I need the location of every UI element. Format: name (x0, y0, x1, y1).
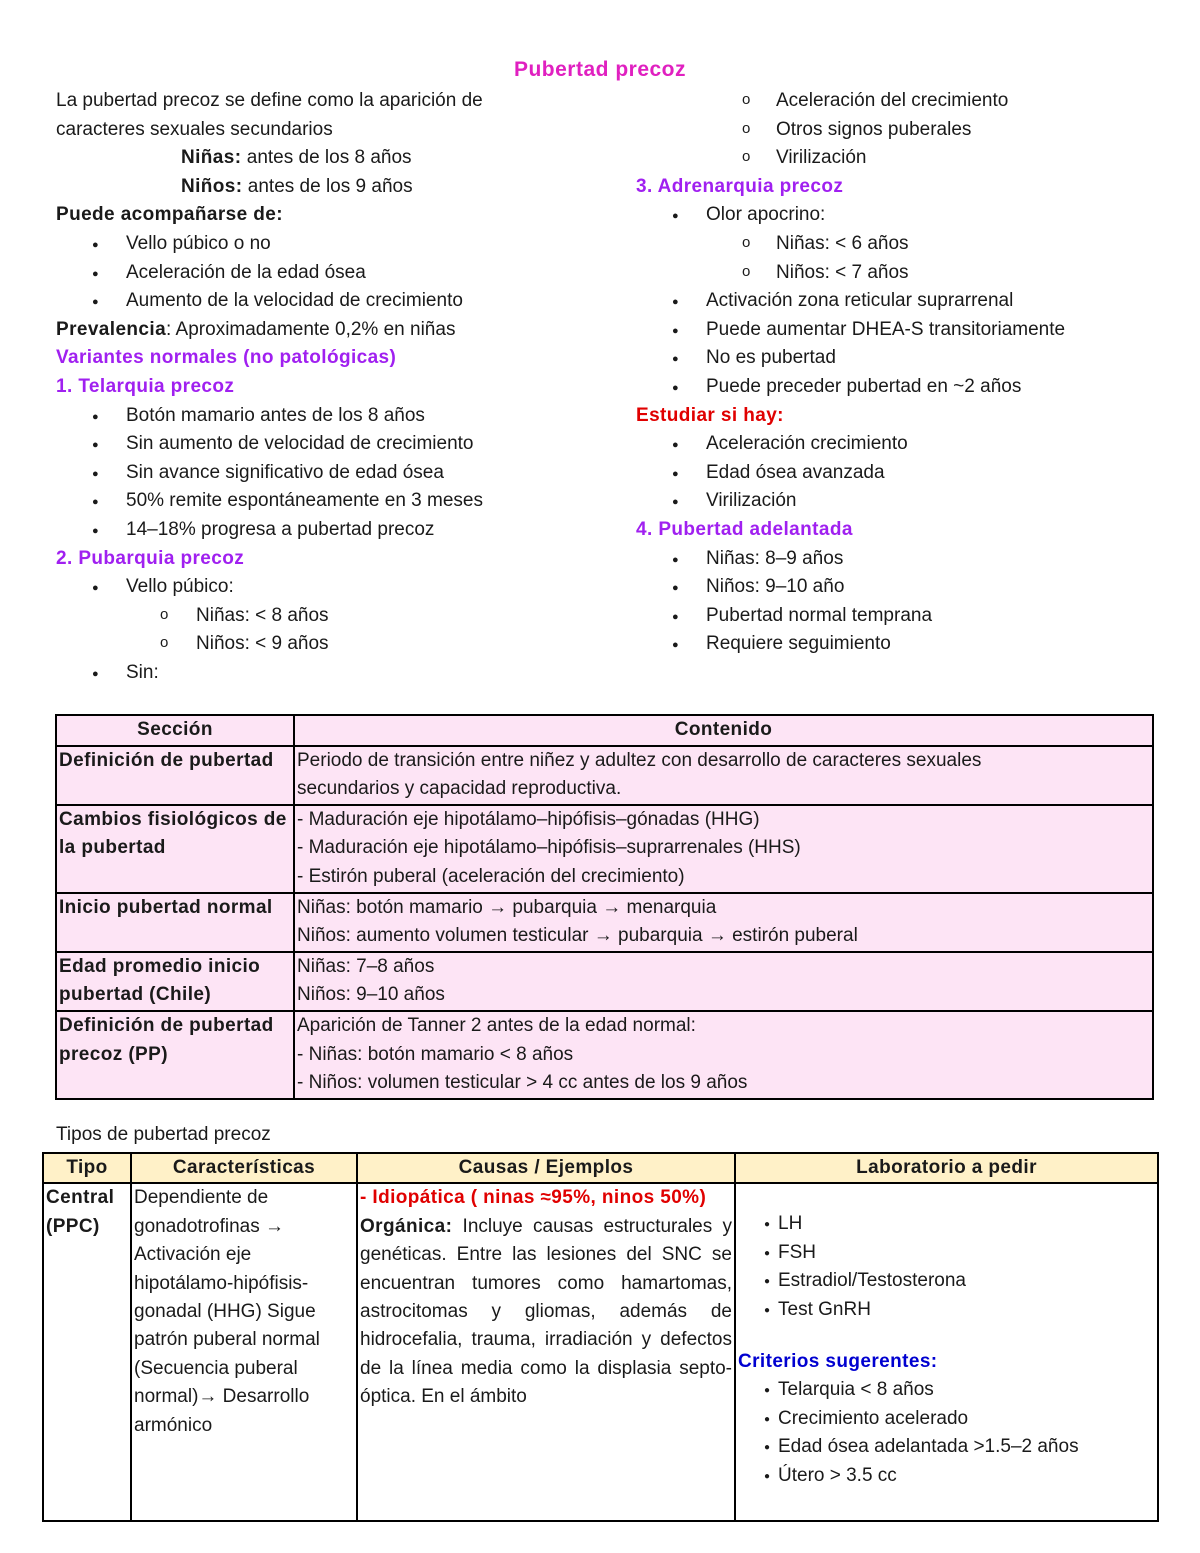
section-cell: Inicio pubertad normal (56, 893, 294, 952)
early-puberty-heading: 4. Pubertad adelantada (636, 518, 853, 540)
list-item: ● Requiere seguimiento (636, 630, 1176, 659)
list-item: ● Sin aumento de velocidad de crecimiento (56, 430, 616, 459)
criteria-item-label: Edad ósea adelantada >1.5–2 años (778, 1436, 1079, 1458)
page-title: Pubertad precoz (513, 58, 687, 81)
list-item: ● Sin avance significativo de edad ósea (56, 459, 616, 488)
right-column (636, 87, 1176, 659)
definition-line-2: caracteres sexuales secundarios (56, 118, 333, 140)
content-line: secundarios y capacidad reproductiva. (297, 778, 622, 800)
sub-list-item: o Niñas: < 8 años (56, 602, 616, 631)
prevalence-line (56, 316, 616, 345)
list-item: ● Edad ósea avanzada (636, 459, 1176, 488)
boys-age-line (56, 173, 616, 202)
content-cell (294, 952, 1153, 1011)
lab-item-label: FSH (778, 1241, 816, 1263)
list-item: ● Vello púbico: (56, 573, 616, 602)
content-line: - Maduración eje hipotálamo–hipófisis–suprarrenales (HHS) (297, 837, 801, 859)
content-line: - Niños: volumen testicular > 4 cc antes de los 9 años (297, 1072, 748, 1094)
table-row (56, 746, 1153, 805)
content-line: - Maduración eje hipotálamo–hipófisis–gónadas (HHG) (297, 808, 760, 830)
pubarche-heading: 2. Pubarquia precoz (56, 547, 245, 569)
girls-label: Niñas: (181, 147, 242, 169)
sub-list-item: o Niñas: < 6 años (636, 230, 1176, 259)
section-cell: Edad promedio inicio pubertad (Chile) (56, 952, 294, 1011)
column-header: Contenido (294, 715, 1153, 746)
type-cell: Central (PPC) (43, 1183, 131, 1521)
causes-cell (357, 1183, 735, 1521)
girls-age-line (56, 144, 616, 173)
list-item: ● Puede preceder pubertad en ~2 años (636, 373, 1176, 402)
list-item: ● Pubertad normal temprana (636, 602, 1176, 631)
content-line: - Estirón puberal (aceleración del crecimiento) (297, 865, 685, 887)
table-row (56, 805, 1153, 893)
accompany-heading: Puede acompañarse de: (56, 204, 283, 226)
list-item: ● 50% remite espontáneamente en 3 meses (56, 487, 616, 516)
lab-item-label: LH (778, 1213, 803, 1235)
boys-text: antes de los 9 años (242, 175, 413, 197)
content-line: Periodo de transición entre niñez y adultez con desarrollo de caracteres sexuales (297, 749, 982, 771)
content-cell (294, 1011, 1153, 1099)
study-heading: Estudiar si hay: (636, 404, 784, 426)
list-item: ● Virilización (636, 487, 1176, 516)
list-item: ● Aumento de la velocidad de crecimiento (56, 287, 616, 316)
sub-list-item: o Aceleración del crecimiento (636, 87, 1176, 116)
table-row (56, 1011, 1153, 1099)
lab-item-label: Estradiol/Testosterona (778, 1270, 966, 1292)
lab-item (738, 1239, 1155, 1267)
column-header: Causas / Ejemplos (357, 1153, 735, 1183)
girls-text: antes de los 8 años (241, 147, 412, 169)
lab-item (738, 1267, 1155, 1295)
sub-list-item: o Niños: < 7 años (636, 259, 1176, 288)
list-item: ● Niños: 9–10 año (636, 573, 1176, 602)
criteria-item (738, 1462, 1155, 1490)
precocious-puberty-types-table (42, 1152, 1159, 1522)
content-line: Niños: 9–10 años (297, 984, 445, 1006)
content-line: Niñas: botón mamario → pubarquia → menarquia (297, 896, 717, 918)
table-header-row (43, 1153, 1158, 1183)
puberty-summary-table (55, 714, 1154, 1100)
content-cell (294, 893, 1153, 952)
section-cell: Definición de pubertad precoz (PP) (56, 1011, 294, 1099)
column-header: Sección (56, 715, 294, 746)
prevalence-label: Prevalencia (56, 318, 167, 340)
variants-heading: Variantes normales (no patológicas) (56, 347, 397, 369)
table-header-row (56, 715, 1153, 746)
lab-item (738, 1296, 1155, 1324)
list-item: ● Niñas: 8–9 años (636, 545, 1176, 574)
column-header: Laboratorio a pedir (735, 1153, 1158, 1183)
criteria-item-label: Útero > 3.5 cc (778, 1464, 897, 1486)
criteria-heading: Criterios sugerentes: (738, 1351, 938, 1373)
list-item: ● Puede aumentar DHEA-S transitoriamente (636, 316, 1176, 345)
left-column (56, 87, 616, 687)
list-item: ● Vello púbico o no (56, 230, 616, 259)
organic-text: Incluye causas estructurales y genéticas. Entre las lesiones del SNC se encuentran tumores como hamartomas, astrocitomas y gliomas, además de hidrocefalia, trauma, irradiación y defectos de la línea media como la displasia septo-óptica. En el ámbito (360, 1215, 732, 1408)
laboratory-cell (735, 1183, 1158, 1521)
content-cell (294, 746, 1153, 805)
criteria-item (738, 1376, 1155, 1404)
criteria-item (738, 1405, 1155, 1433)
criteria-item-label: Telarquia < 8 años (778, 1379, 934, 1401)
sub-list-item: o Niños: < 9 años (56, 630, 616, 659)
boys-label: Niños: (181, 175, 243, 197)
content-line: Niñas: 7–8 años (297, 955, 435, 977)
list-item: ● No es pubertad (636, 344, 1176, 373)
list-item: ● Botón mamario antes de los 8 años (56, 402, 616, 431)
list-item: ● Aceleración de la edad ósea (56, 259, 616, 288)
criteria-item-label: Crecimiento acelerado (778, 1407, 969, 1429)
idiopathic-cause: - Idiopática ( ninas ≈95%, ninos 50%) (360, 1187, 707, 1209)
criteria-item (738, 1433, 1155, 1461)
characteristics-cell: Dependiente de gonadotrofinas → Activación eje hipotálamo-hipófisis-gonadal (HHG) Sigue patrón puberal normal (Secuencia puberal normal)→ Desarrollo armónico (131, 1183, 357, 1521)
section-cell: Cambios fisiológicos de la pubertad (56, 805, 294, 893)
table-caption: Tipos de pubertad precoz (56, 1124, 271, 1145)
content-line: - Niñas: botón mamario < 8 años (297, 1043, 574, 1065)
table-row (43, 1183, 1158, 1521)
content-cell (294, 805, 1153, 893)
content-line: Aparición de Tanner 2 antes de la edad normal: (297, 1014, 696, 1036)
sub-list-item: o Virilización (636, 144, 1176, 173)
prevalence-text: : Aproximadamente 0,2% en niñas (166, 318, 456, 340)
section-cell: Definición de pubertad (56, 746, 294, 805)
list-item: ● Aceleración crecimiento (636, 430, 1176, 459)
list-item: ● Olor apocrino: (636, 201, 1176, 230)
telarche-heading: 1. Telarquia precoz (56, 375, 235, 397)
lab-item-label: Test GnRH (778, 1298, 871, 1320)
content-line: Niños: aumento volumen testicular → pubarquia → estirón puberal (297, 925, 858, 947)
table-row (56, 952, 1153, 1011)
lab-item (738, 1210, 1155, 1238)
sub-list-item: o Otros signos puberales (636, 116, 1176, 145)
column-header: Características (131, 1153, 357, 1183)
organic-cause (360, 1213, 732, 1412)
organic-label: Orgánica: (360, 1215, 453, 1237)
list-item: ● Activación zona reticular suprarrenal (636, 287, 1176, 316)
table-row (56, 893, 1153, 952)
adrenarche-heading: 3. Adrenarquia precoz (636, 175, 844, 197)
definition-line-1: La pubertad precoz se define como la aparición de (56, 90, 483, 111)
list-item: ● Sin: (56, 659, 616, 688)
list-item: ● 14–18% progresa a pubertad precoz (56, 516, 616, 545)
column-header: Tipo (43, 1153, 131, 1183)
